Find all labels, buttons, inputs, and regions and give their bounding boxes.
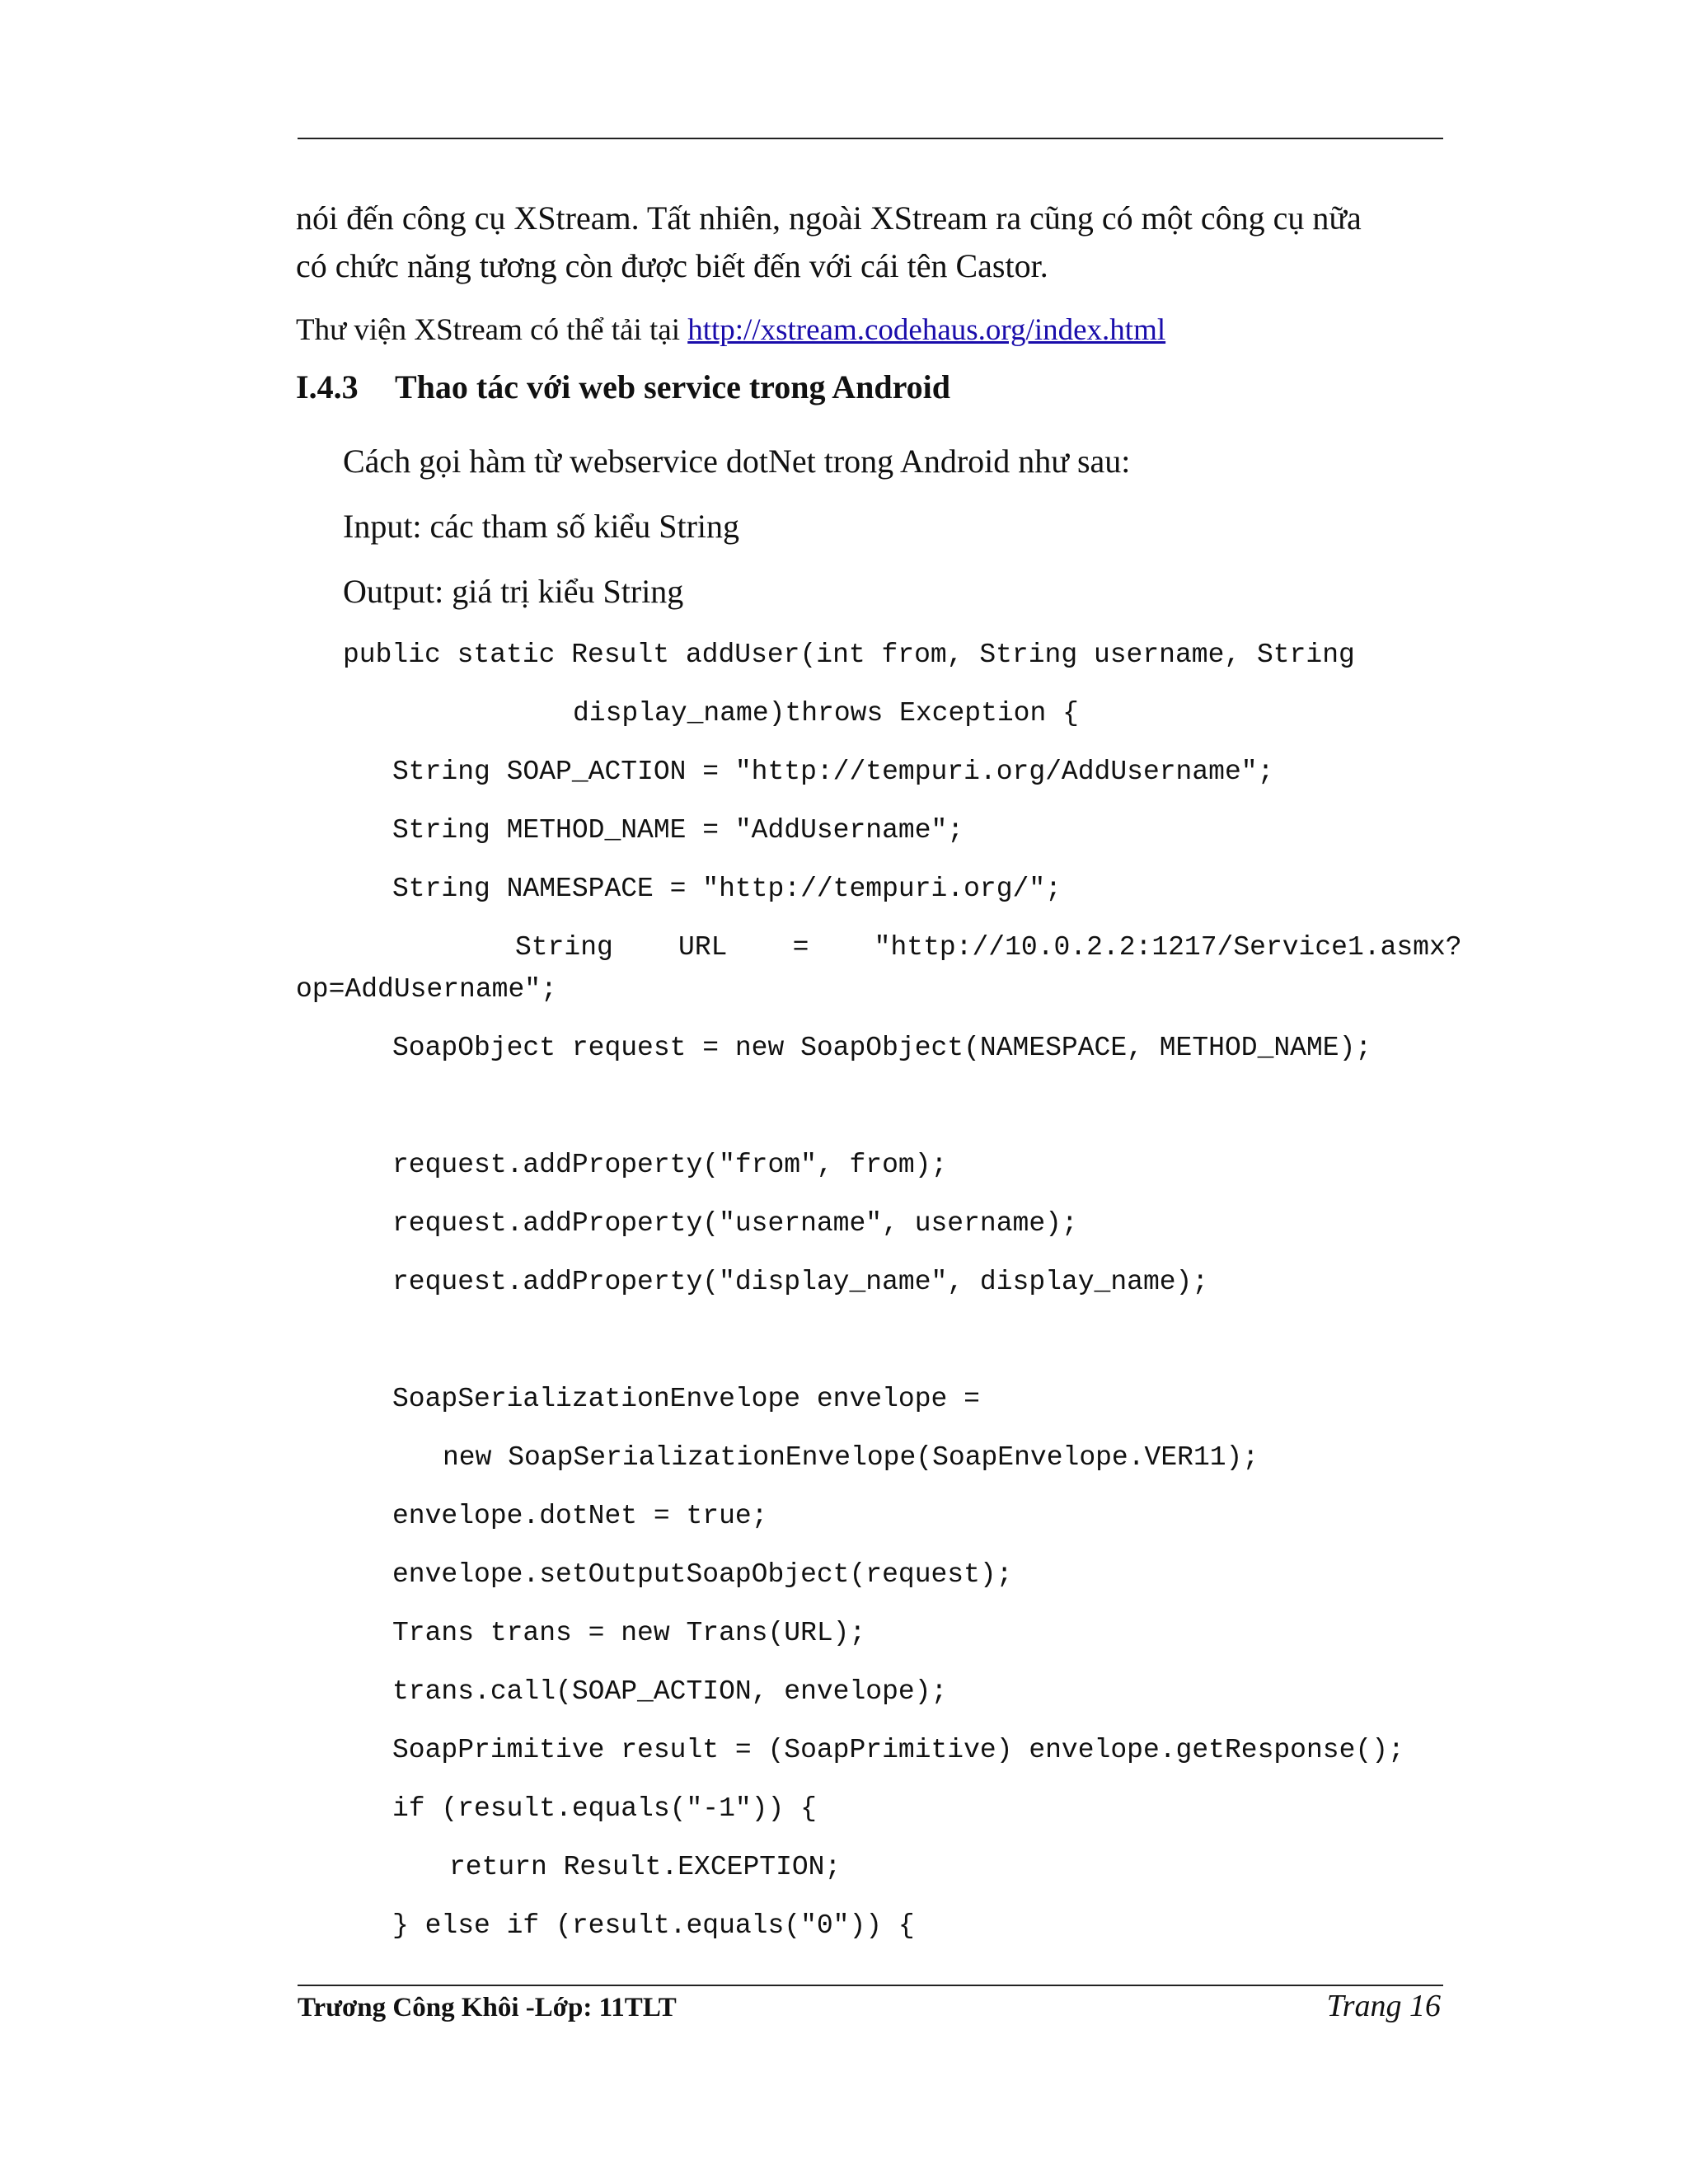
code-line: String SOAP_ACTION = "http://tempuri.org/AddUsername"; [392,757,1274,787]
section-number: I.4.3 [296,368,359,405]
code-line: SoapSerializationEnvelope envelope = [392,1384,980,1414]
page-number: Trang 16 [1326,1989,1441,2023]
code-line: String METHOD_NAME = "AddUsername"; [392,815,964,846]
code-line: String NAMESPACE = "http://tempuri.org/"; [392,874,1062,904]
code-line: String URL = "http://10.0.2.2:1217/Service1.asmx? [515,932,1462,963]
intro-line-1: nói đến công cụ XStream. Tất nhiên, ngoài XStream ra cũng có một công cụ nữa [296,199,1362,237]
library-link[interactable]: http://xstream.codehaus.org/index.html [687,313,1166,347]
code-line: envelope.dotNet = true; [392,1501,768,1531]
footer-rule [298,1985,1443,1986]
code-line: if (result.equals("-1")) { [392,1793,817,1824]
code-line: Trans trans = new Trans(URL); [392,1618,866,1648]
code-line: display_name)throws Exception { [573,698,1079,729]
section-heading [296,368,950,406]
code-line: request.addProperty("from", from); [392,1150,948,1180]
intro-line-2: có chức năng tương còn được biết đến với cái tên Castor. [296,247,1048,284]
library-line [296,307,1445,354]
code-line: return Result.EXCEPTION; [449,1852,842,1882]
header-rule [298,138,1443,139]
code-line: new SoapSerializationEnvelope(SoapEnvelope.VER11); [443,1442,1259,1473]
code-line: trans.call(SOAP_ACTION, envelope); [392,1676,948,1707]
code-line: op=AddUsername"; [296,974,557,1005]
code-line: SoapObject request = new SoapObject(NAMESPACE, METHOD_NAME); [392,1033,1372,1063]
footer-author: Trương Công Khôi -Lớp: 11TLT [298,1993,677,2022]
library-prefix: Thư viện XStream có thể tải tại [296,313,688,347]
code-line: request.addProperty("display_name", display_name); [392,1267,1209,1297]
code-line: SoapPrimitive result = (SoapPrimitive) envelope.getResponse(); [392,1735,1404,1765]
description-line: Cách gọi hàm từ webservice dotNet trong Android như sau: [343,443,1131,480]
code-line: public static Result addUser(int from, String username, String [343,640,1355,670]
input-description: Input: các tham số kiểu String [343,508,740,545]
output-description: Output: giá trị kiểu String [343,573,684,610]
code-line: request.addProperty("username", username); [392,1208,1078,1239]
code-line: envelope.setOutputSoapObject(request); [392,1559,1013,1590]
section-title: Thao tác với web service trong Android [395,368,951,405]
code-line: } else if (result.equals("0")) { [392,1910,915,1941]
